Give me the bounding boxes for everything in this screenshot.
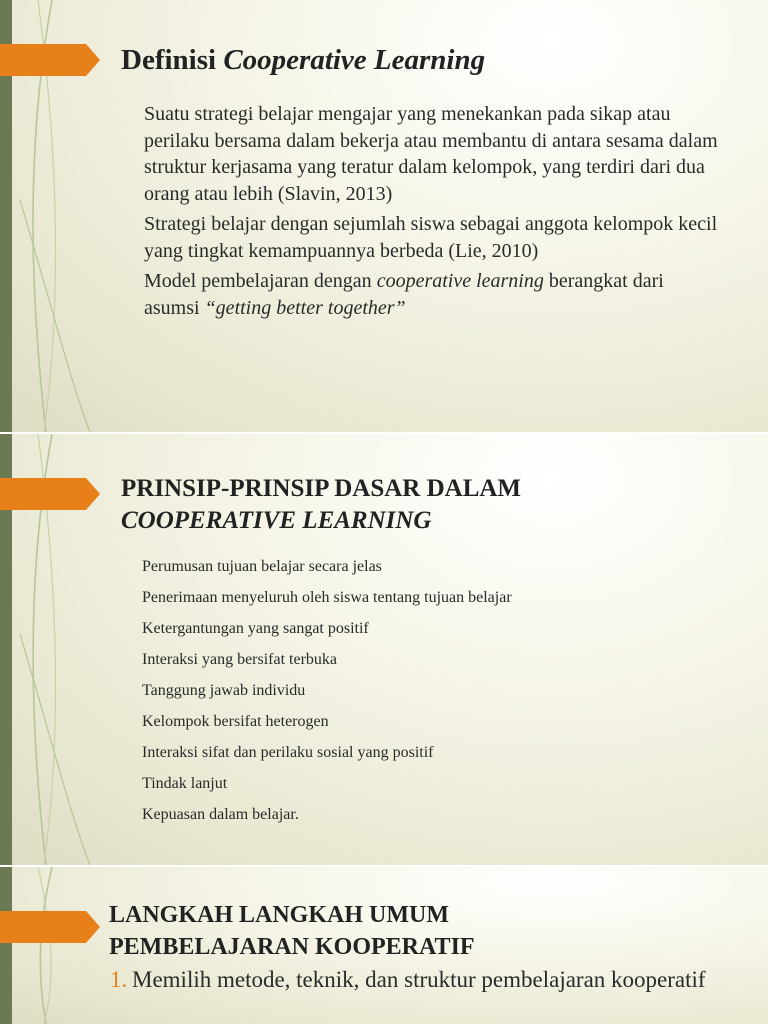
list-item: Ketergantungan yang sangat positif xyxy=(142,620,369,637)
list-item: Tindak lanjut xyxy=(142,775,228,792)
list-item: Strategi belajar dengan sejumlah siswa sebagai anggota kelompok kecil yang tingkat kemampuannya berbeda (Lie, 2010) xyxy=(144,213,718,262)
list-item: Interaksi sifat dan perilaku sosial yang positif xyxy=(142,744,434,761)
list-item: Model pembelajaran dengan cooperative learning berangkat dari asumsi “getting better together” xyxy=(144,270,664,319)
slide-3-title: LANGKAH LANGKAH UMUM PEMBELAJARAN KOOPERATIF xyxy=(109,902,475,960)
step-number: 1. xyxy=(110,967,128,992)
slide-1-bullets xyxy=(122,101,722,325)
slide-1 xyxy=(0,0,768,432)
title-arrow xyxy=(0,911,100,943)
list-item: Perumusan tujuan belajar secara jelas xyxy=(142,558,382,575)
list-item: Suatu strategi belajar mengajar yang menekankan pada sikap atau perilaku bersama dalam bekerja atau membantu di antara sesama dalam struktur kerjasama yang teratur dalam kelompok, yang terdiri dari dua orang atau lebih (Slavin, 2013) xyxy=(144,103,718,205)
list-item: 1. Memilih metode, teknik, dan struktur pembelajaran kooperatif xyxy=(110,967,706,992)
list-item: Penerimaan menyeluruh oleh siswa tentang tujuan belajar xyxy=(142,589,512,606)
list-item: Tanggung jawab individu xyxy=(142,682,306,699)
slide-2-title: PRINSIP-PRINSIP DASAR DALAM COOPERATIVE LEARNING xyxy=(121,475,522,534)
list-item: Kepuasan dalam belajar. xyxy=(142,806,299,823)
slide-1-title: Definisi Cooperative Learning xyxy=(121,44,486,76)
slide-3-steps xyxy=(110,966,710,994)
list-item: Kelompok bersifat heterogen xyxy=(142,713,329,730)
title-arrow xyxy=(0,44,100,76)
slide-2-bullets xyxy=(120,556,640,835)
list-item: Interaksi yang bersifat terbuka xyxy=(142,651,338,668)
title-arrow xyxy=(0,478,100,510)
